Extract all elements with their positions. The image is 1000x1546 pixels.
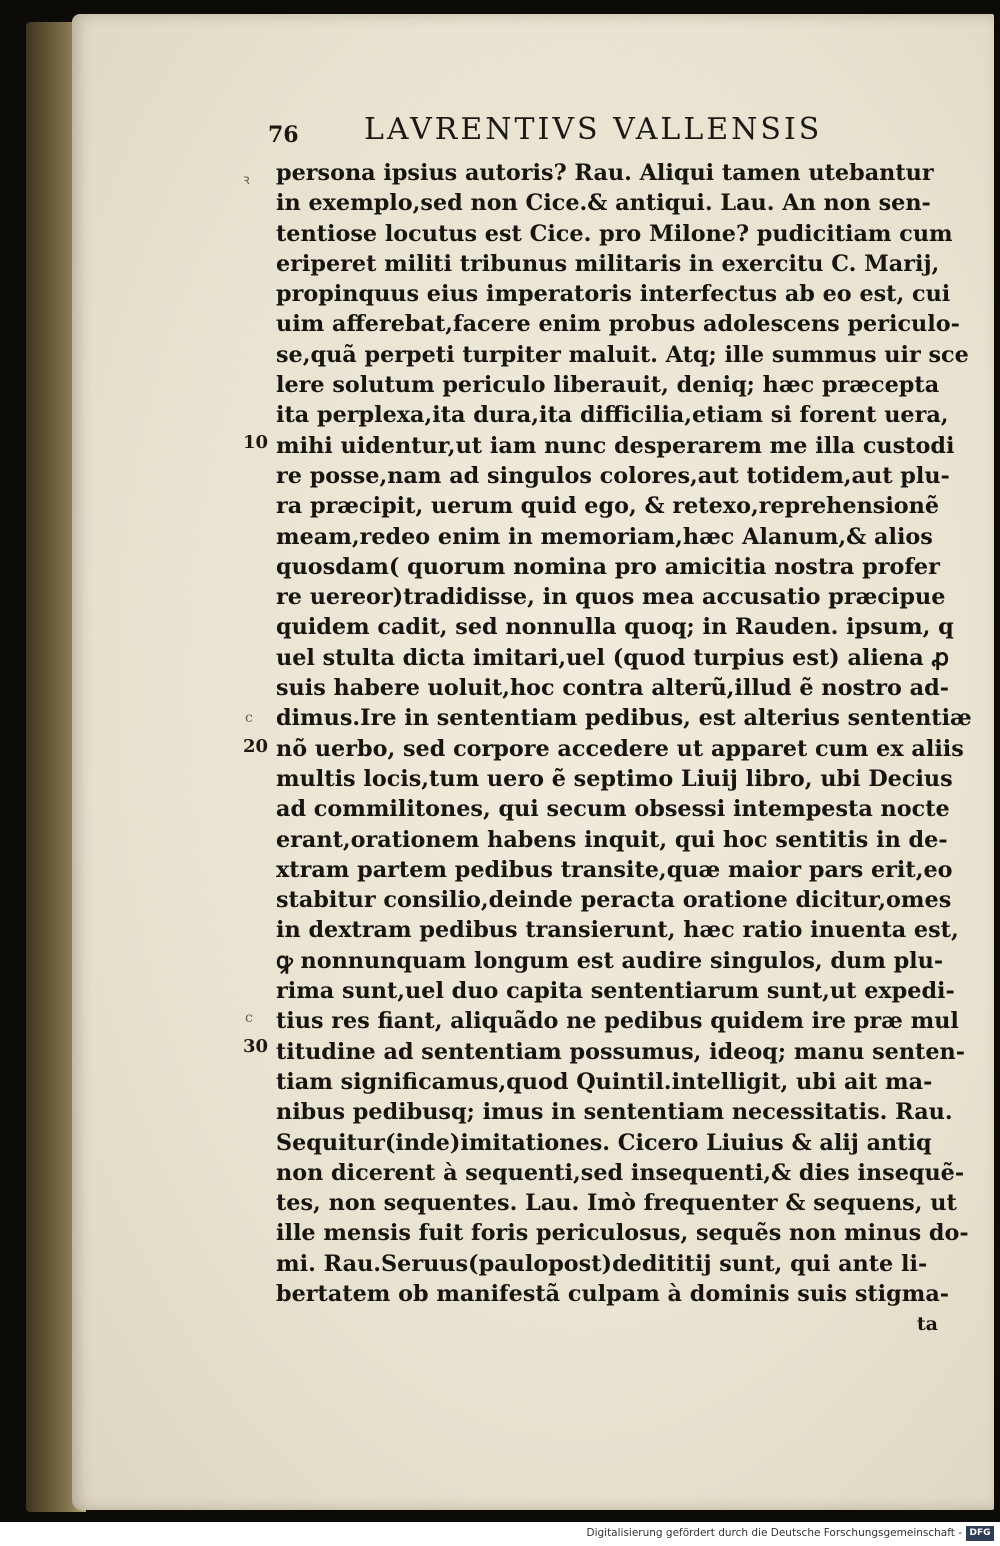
text-line: re posse,nam ad singulos colores,aut totidem,aut plu- xyxy=(276,462,950,489)
catchword: ta xyxy=(916,1313,938,1336)
funding-credit: Digitalisierung gefördert durch die Deutsche Forschungsgemeinschaft - xyxy=(586,1527,962,1539)
text-line: erant,orationem habens inquit, qui hoc sentitis in de- xyxy=(276,826,948,853)
text-line: nõ uerbo, sed corpore accedere ut apparet cum ex aliis xyxy=(276,735,964,762)
text-line: tiam significamus,quod Quintil.intelligit, ubi ait ma- xyxy=(276,1068,933,1095)
text-line: xtram partem pedibus transite,quæ maior pars erit,eo xyxy=(276,856,953,883)
margin-mark: c xyxy=(245,1010,253,1026)
text-line: rima sunt,uel duo capita sententiarum sunt,ut expedi- xyxy=(276,978,955,1005)
text-line: dimus.Ire in sententiam pedibus, est alterius sententiæ xyxy=(276,705,972,732)
text-line: re uereor)tradidisse, in quos mea accusatio præcipue xyxy=(276,584,946,611)
text-line: tius res fiant, aliquãdo ne pedibus quidem ire præ mul xyxy=(276,1008,959,1035)
text-line: meam,redeo enim in memoriam,hæc Alanum,& alios xyxy=(276,523,933,550)
text-line: tentiose locutus est Cice. pro Milone? pudicitiam cum xyxy=(276,220,953,247)
text-line: ita perplexa,ita dura,ita difficilia,etiam si forent uera, xyxy=(276,402,949,429)
text-line: multis locis,tum uero ẽ septimo Liuij libro, ubi Decius xyxy=(276,765,953,792)
text-line: ille mensis fuit foris periculosus, sequẽs non minus do- xyxy=(276,1220,969,1247)
margin-line-number-10: 10 xyxy=(243,432,269,453)
text-line: non dicerent à sequenti,sed insequenti,& dies insequẽ- xyxy=(276,1159,965,1186)
text-line: lere solutum periculo liberauit, deniq; hæc præcepta xyxy=(276,372,940,399)
text-line: mihi uidentur,ut iam nunc desperarem me illa custodi xyxy=(276,432,955,459)
footer-bar xyxy=(0,1522,1000,1546)
text-line: ra præcipit, uerum quid ego, & retexo,reprehensionẽ xyxy=(276,493,940,520)
text-line: quidem cadit, sed nonnulla quoq; in Rauden. ipsum, q xyxy=(276,614,954,641)
body-text xyxy=(276,158,972,1340)
page-number: 76 xyxy=(268,122,299,148)
text-line: ad commilitones, qui secum obsessi intempesta nocte xyxy=(276,796,950,823)
text-line: quosdam( quorum nomina pro amicitia nostra profer xyxy=(276,553,940,580)
margin-line-number-20: 20 xyxy=(243,736,269,757)
text-line: persona ipsius autoris? Rau. Aliqui tamen utebantur xyxy=(276,160,934,186)
text-line: titudine ad sententiam possumus, ideoq; manu senten- xyxy=(276,1038,966,1065)
text-line: uim afferebat,facere enim probus adolescens periculo- xyxy=(276,311,960,338)
text-line: suis habere uoluit,hoc contra alterũ,illud ẽ nostro ad- xyxy=(276,675,949,702)
text-line: se,quã perpeti turpiter maluit. Atq; ille summus uir sce xyxy=(276,341,969,368)
text-line: uel stulta dicta imitari,uel (quod turpius est) aliena ꝓ xyxy=(276,644,949,671)
text-line: ꝙ nonnunquam longum est audire singulos, dum plu- xyxy=(276,947,944,974)
text-line: Sequitur(inde)imitationes. Cicero Liuius & alij antiq xyxy=(276,1129,932,1156)
page-header xyxy=(268,112,888,152)
margin-line-number-30: 30 xyxy=(243,1036,269,1057)
text-line: nibus pedibusq; imus in sententiam necessitatis. Rau. xyxy=(276,1099,953,1126)
text-line: tes, non sequentes. Lau. Imò frequenter & sequens, ut xyxy=(276,1190,957,1217)
text-line: bertatem ob manifestã culpam à dominis suis stigma- xyxy=(276,1280,950,1307)
dfg-logo-icon: DFG xyxy=(966,1526,994,1541)
text-line: mi. Rau.Seruus(paulopost)dedititij sunt, qui ante li- xyxy=(276,1250,928,1277)
margin-mark: ꝛ xyxy=(243,172,250,188)
text-line: in dextram pedibus transierunt, hæc ratio inuenta est, xyxy=(276,917,959,944)
text-line: eriperet militi tribunus militaris in exercitu C. Marij, xyxy=(276,250,940,277)
text-line: stabitur consilio,deinde peracta oratione dicitur,omes xyxy=(276,887,952,914)
text-line: in exemplo,sed non Cice.& antiqui. Lau. An non sen- xyxy=(276,190,931,217)
margin-mark: c xyxy=(245,710,253,726)
text-line: propinquus eius imperatoris interfectus ab eo est, cui xyxy=(276,281,951,308)
running-head: LAVRENTIVS VALLENSIS xyxy=(364,112,823,147)
